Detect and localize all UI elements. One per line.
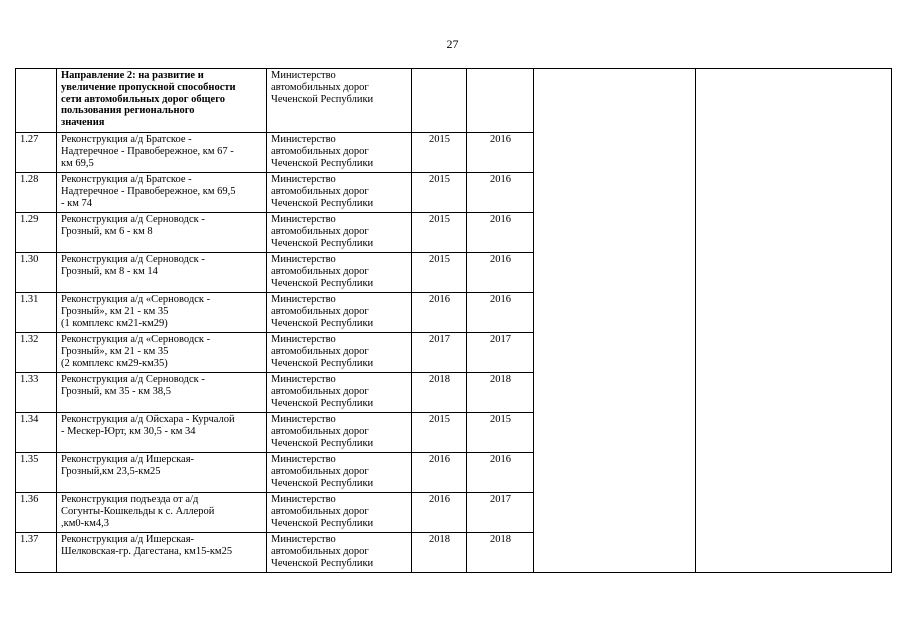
item-name: Реконструкция а/д Ишерская- Шелковская-гр. Дагестана, км15-км25 [57,533,267,573]
year-start-cell: 2017 [412,333,467,373]
table-row [16,373,892,413]
page-number: 27 [446,37,459,51]
table-row [16,133,892,173]
item-name: Реконструкция а/д Братское - Надтеречное - Правобережное, км 67 - км 69,5 [57,133,267,173]
table-row [16,293,892,333]
org-cell: Министерство автомобильных дорог Чеченской Республики [267,493,412,533]
table-row [16,253,892,293]
row-number: 1.31 [16,293,57,333]
empty-cell [534,373,696,413]
table-row [16,493,892,533]
empty-cell [534,293,696,333]
row-number: 1.29 [16,213,57,253]
empty-cell [696,453,892,493]
year-start-cell: 2018 [412,533,467,573]
year-start-cell: 2015 [412,253,467,293]
empty-cell [534,533,696,573]
section-header-row [16,69,892,133]
row-number: 1.37 [16,533,57,573]
item-name: Реконструкция а/д «Серноводск - Грозный», км 21 - км 35 (1 комплекс км21-км29) [57,293,267,333]
empty-cell [534,133,696,173]
org-cell: Министерство автомобильных дорог Чеченской Республики [267,133,412,173]
empty-cell [534,69,696,133]
table-row [16,333,892,373]
year-start-cell [412,69,467,133]
org-cell: Министерство автомобильных дорог Чеченской Республики [267,453,412,493]
year-end-cell: 2016 [467,453,534,493]
empty-cell [534,413,696,453]
row-number: 1.33 [16,373,57,413]
item-name: Реконструкция а/д «Серноводск - Грозный», км 21 - км 35 (2 комплекс км29-км35) [57,333,267,373]
year-start-cell: 2016 [412,453,467,493]
table-row [16,533,892,573]
org-cell: Министерство автомобильных дорог Чеченской Республики [267,213,412,253]
empty-cell [696,69,892,133]
row-number: 1.35 [16,453,57,493]
year-end-cell: 2016 [467,173,534,213]
item-name: Реконструкция а/д Серноводск - Грозный, км 6 - км 8 [57,213,267,253]
num-cell [16,69,57,133]
org-cell: Министерство автомобильных дорог Чеченской Республики [267,253,412,293]
item-name: Реконструкция а/д Серноводск - Грозный, км 35 - км 38,5 [57,373,267,413]
org-cell: Министерство автомобильных дорог Чеченской Республики [267,69,412,133]
empty-cell [534,213,696,253]
table-row [16,213,892,253]
empty-cell [534,333,696,373]
row-number: 1.28 [16,173,57,213]
item-name: Реконструкция а/д Ишерская- Грозный,км 23,5-км25 [57,453,267,493]
table-row [16,413,892,453]
empty-cell [696,413,892,453]
item-name: Реконструкция а/д Ойсхара - Курчалой - Мескер-Юрт, км 30,5 - км 34 [57,413,267,453]
empty-cell [696,293,892,333]
year-end-cell: 2016 [467,133,534,173]
year-end-cell: 2016 [467,253,534,293]
empty-cell [696,213,892,253]
org-cell: Министерство автомобильных дорог Чеченской Республики [267,293,412,333]
year-start-cell: 2016 [412,493,467,533]
empty-cell [696,533,892,573]
org-cell: Министерство автомобильных дорог Чеченской Республики [267,413,412,453]
year-start-cell: 2015 [412,173,467,213]
row-number: 1.30 [16,253,57,293]
empty-cell [696,493,892,533]
empty-cell [534,453,696,493]
row-number: 1.32 [16,333,57,373]
year-end-cell: 2016 [467,213,534,253]
year-start-cell: 2015 [412,413,467,453]
empty-cell [534,253,696,293]
year-end-cell: 2016 [467,293,534,333]
year-end-cell: 2015 [467,413,534,453]
row-number: 1.27 [16,133,57,173]
org-cell: Министерство автомобильных дорог Чеченской Республики [267,333,412,373]
item-name: Реконструкция подъезда от а/д Согунты-Кошкельды к с. Аллерой ,км0-км4,3 [57,493,267,533]
year-start-cell: 2016 [412,293,467,333]
year-start-cell: 2015 [412,133,467,173]
year-end-cell [467,69,534,133]
section-title: Направление 2: на развитие и увеличение пропускной способности сети автомобильных дорог общего пользования регионального значения [57,69,267,133]
empty-cell [534,173,696,213]
year-start-cell: 2015 [412,213,467,253]
org-cell: Министерство автомобильных дорог Чеченской Республики [267,373,412,413]
year-end-cell: 2017 [467,333,534,373]
org-cell: Министерство автомобильных дорог Чеченской Республики [267,533,412,573]
empty-cell [696,173,892,213]
item-name: Реконструкция а/д Серноводск - Грозный, км 8 - км 14 [57,253,267,293]
empty-cell [696,253,892,293]
year-end-cell: 2018 [467,373,534,413]
row-number: 1.34 [16,413,57,453]
year-start-cell: 2018 [412,373,467,413]
empty-cell [534,493,696,533]
table-row [16,173,892,213]
year-end-cell: 2017 [467,493,534,533]
org-cell: Министерство автомобильных дорог Чеченской Республики [267,173,412,213]
empty-cell [696,133,892,173]
empty-cell [696,333,892,373]
program-table [15,68,892,573]
table-row [16,453,892,493]
item-name: Реконструкция а/д Братское - Надтеречное - Правобережное, км 69,5 - км 74 [57,173,267,213]
empty-cell [696,373,892,413]
row-number: 1.36 [16,493,57,533]
year-end-cell: 2018 [467,533,534,573]
